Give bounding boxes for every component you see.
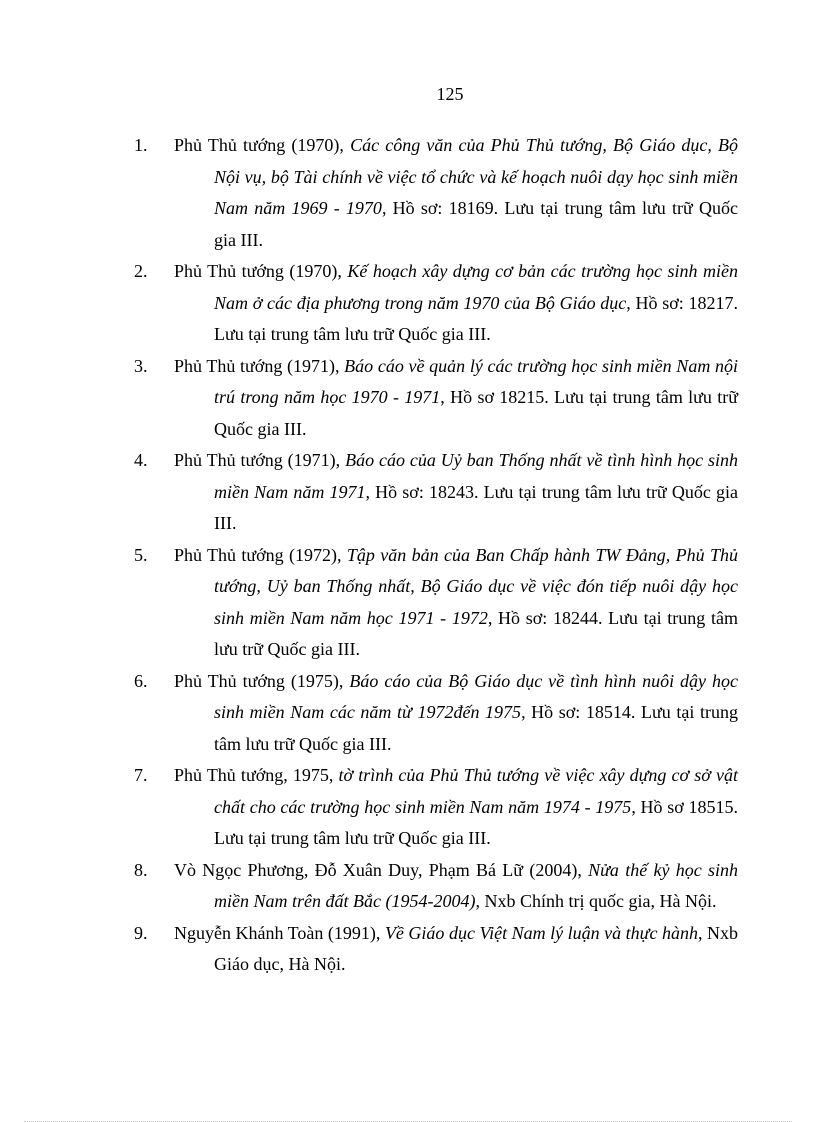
reference-list xyxy=(134,130,738,981)
reference-author: Vò Ngọc Phương, Đỗ Xuân Duy, Phạm Bá Lữ (2004), xyxy=(174,859,589,880)
reference-text xyxy=(174,760,738,855)
reference-item xyxy=(134,130,738,256)
reference-details: , Nxb Giáo dục, Hà Nội. xyxy=(214,922,739,974)
reference-details: , Hồ sơ: 18217. Lưu tại trung tâm lưu trữ Quốc gia III. xyxy=(214,292,738,344)
reference-text xyxy=(174,130,738,256)
reference-text xyxy=(174,666,738,761)
reference-author: Phủ Thủ tướng (1972), xyxy=(174,544,347,565)
reference-item xyxy=(134,351,738,446)
reference-title: Kế hoạch xây dựng cơ bản các trường học sinh miền Nam ở các địa phương trong năm 1970 của Bộ Giáo dục xyxy=(214,261,738,313)
reference-item xyxy=(134,540,738,666)
reference-details: , Hồ sơ: 18244. Lưu tại trung tâm lưu trữ Quốc gia III. xyxy=(214,607,738,659)
reference-details: , Hồ sơ: 18514. Lưu tại trung tâm lưu trữ Quốc gia III. xyxy=(214,702,738,754)
reference-number: 9. xyxy=(134,922,148,943)
reference-number: 4. xyxy=(134,450,148,470)
reference-number: 7. xyxy=(134,765,148,785)
page-bottom-divider xyxy=(24,1121,792,1122)
reference-item xyxy=(134,855,738,918)
reference-text xyxy=(174,540,738,666)
reference-details: , Hồ sơ: 18243. Lưu tại trung tâm lưu trữ Quốc gia III. xyxy=(214,481,738,533)
reference-author: Phủ Thủ tướng (1975), xyxy=(174,670,350,691)
reference-details: , Hồ sơ 18215. Lưu tại trung tâm lưu trữ Quốc gia III. xyxy=(214,387,738,439)
reference-details: , Nxb Chính trị quốc gia, Hà Nội. xyxy=(475,891,717,911)
reference-details: , Hồ sơ: 18169. Lưu tại trung tâm lưu trữ Quốc gia III. xyxy=(214,198,739,250)
reference-title: Về Giáo dục Việt Nam lý luận và thực hành xyxy=(384,922,698,943)
reference-text xyxy=(174,351,738,446)
reference-title: Báo cáo của Bộ Giáo dục về tình hình nuôi dậy học sinh miền Nam các năm từ 1972đến 1975 xyxy=(214,670,739,722)
reference-item xyxy=(134,760,738,855)
reference-title: Báo cáo của Uỷ ban Thống nhất về tình hình học sinh miền Nam năm 1971 xyxy=(214,450,738,502)
reference-number: 2. xyxy=(134,261,148,281)
reference-item xyxy=(134,445,738,540)
reference-number: 8. xyxy=(134,859,148,880)
reference-title: Báo cáo về quản lý các trường học sinh miền Nam nội trú trong năm học 1970 - 1971 xyxy=(214,355,738,407)
reference-number: 1. xyxy=(134,135,148,155)
reference-number: 3. xyxy=(134,355,148,376)
reference-author: Phủ Thủ tướng (1970), xyxy=(174,261,348,281)
reference-title: Tập văn bản của Ban Chấp hành TW Đảng, Phủ Thủ tướng, Uỷ ban Thống nhất, Bộ Giáo dục về việc đón tiếp nuôi dậy học sinh miền Nam năm học 1971 - 1972 xyxy=(214,544,738,628)
reference-text xyxy=(174,855,738,918)
reference-title: Nửa thế kỷ học sinh miền Nam trên đất Bắc (1954-2004) xyxy=(214,859,738,911)
reference-item xyxy=(134,666,738,761)
reference-author: Phủ Thủ tướng (1971), xyxy=(174,355,345,376)
reference-text xyxy=(174,918,738,981)
reference-number: 5. xyxy=(134,544,148,565)
reference-number: 6. xyxy=(134,670,148,691)
reference-text xyxy=(174,256,738,351)
reference-author: Phủ Thủ tướng, 1975, xyxy=(174,765,339,785)
reference-author: Phủ Thủ tướng (1970), xyxy=(174,135,351,155)
reference-author: Nguyễn Khánh Toàn (1991), xyxy=(174,922,385,943)
reference-author: Phủ Thủ tướng (1971), xyxy=(174,450,346,470)
reference-details: , Hồ sơ 18515. Lưu tại trung tâm lưu trữ Quốc gia III. xyxy=(214,796,738,848)
reference-item xyxy=(134,256,738,351)
reference-title: Các công văn của Phủ Thủ tướng, Bộ Giáo dục, Bộ Nội vụ, bộ Tài chính về việc tổ chức và kế hoạch nuôi dạy học sinh miền Nam năm 1969 - 1970 xyxy=(214,135,739,218)
page-number: 125 xyxy=(436,84,464,104)
reference-text xyxy=(174,445,738,540)
reference-title: tờ trình của Phủ Thủ tướng về việc xây dựng cơ sở vật chất cho các trường học sinh miền Nam năm 1974 - 1975 xyxy=(214,765,738,817)
reference-item xyxy=(134,918,738,981)
